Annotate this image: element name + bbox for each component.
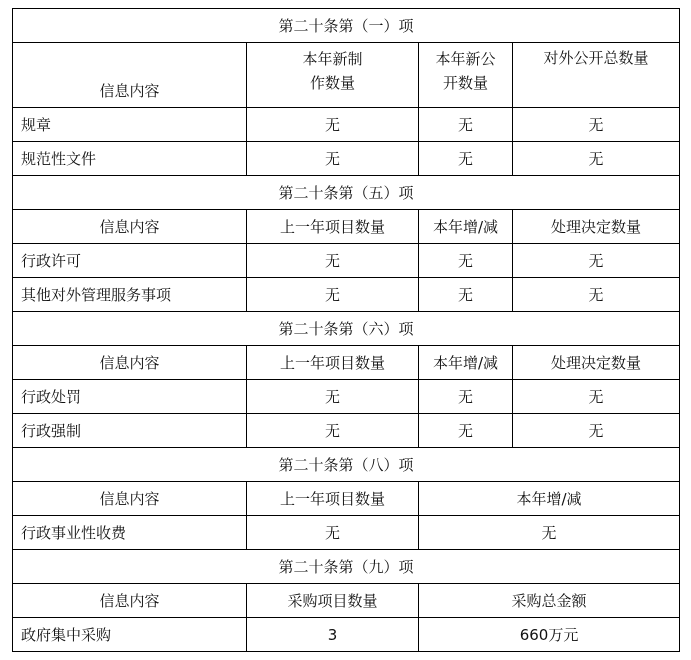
table-row <box>13 278 680 312</box>
header-cell: 采购总金额 <box>419 584 680 618</box>
cell-value: 无 <box>419 244 513 278</box>
section-title: 第二十条第（八）项 <box>13 448 680 482</box>
header-cell: 本年增/减 <box>419 482 680 516</box>
cell-value: 3 <box>247 618 419 652</box>
header-row <box>13 584 680 618</box>
section-title-row <box>13 448 680 482</box>
cell-value: 无 <box>419 108 513 142</box>
cell-value: 无 <box>419 516 680 550</box>
table-row <box>13 142 680 176</box>
cell-value: 无 <box>419 142 513 176</box>
cell-value: 无 <box>247 516 419 550</box>
cell-value: 无 <box>513 380 680 414</box>
cell-value: 无 <box>419 414 513 448</box>
row-label: 行政事业性收费 <box>13 516 247 550</box>
section-title: 第二十条第（一）项 <box>13 9 680 43</box>
cell-value: 无 <box>513 414 680 448</box>
header-cell: 上一年项目数量 <box>247 210 419 244</box>
header-cell: 本年新制作数量 <box>247 43 419 108</box>
row-label: 政府集中采购 <box>13 618 247 652</box>
table-row <box>13 380 680 414</box>
cell-value: 无 <box>513 142 680 176</box>
table-row <box>13 108 680 142</box>
cell-value: 无 <box>513 244 680 278</box>
header-cell: 信息内容 <box>13 482 247 516</box>
section-title: 第二十条第（九）项 <box>13 550 680 584</box>
section-title-row <box>13 9 680 43</box>
section-title-row <box>13 312 680 346</box>
cell-value: 无 <box>247 108 419 142</box>
header-cell: 本年新公开数量 <box>419 43 513 108</box>
cell-value: 无 <box>247 142 419 176</box>
cell-value: 无 <box>419 380 513 414</box>
section-title: 第二十条第（五）项 <box>13 176 680 210</box>
table-row <box>13 244 680 278</box>
disclosure-table <box>12 8 680 652</box>
header-row <box>13 210 680 244</box>
row-label: 规范性文件 <box>13 142 247 176</box>
cell-value: 660万元 <box>419 618 680 652</box>
section-title-row <box>13 176 680 210</box>
section-title-row <box>13 550 680 584</box>
header-cell: 对外公开总数量 <box>513 43 680 108</box>
header-cell: 信息内容 <box>13 346 247 380</box>
cell-value: 无 <box>247 278 419 312</box>
header-row <box>13 346 680 380</box>
header-cell: 上一年项目数量 <box>247 346 419 380</box>
cell-value: 无 <box>247 380 419 414</box>
cell-value: 无 <box>513 278 680 312</box>
row-label: 规章 <box>13 108 247 142</box>
header-row <box>13 482 680 516</box>
table-row <box>13 618 680 652</box>
header-cell: 处理决定数量 <box>513 346 680 380</box>
cell-value: 无 <box>513 108 680 142</box>
cell-value: 无 <box>247 414 419 448</box>
cell-value: 无 <box>247 244 419 278</box>
disclosure-table-container <box>12 8 679 652</box>
row-label: 行政强制 <box>13 414 247 448</box>
header-cell: 信息内容 <box>13 43 247 108</box>
header-cell: 处理决定数量 <box>513 210 680 244</box>
header-cell: 信息内容 <box>13 584 247 618</box>
header-cell: 本年增/减 <box>419 346 513 380</box>
header-cell: 采购项目数量 <box>247 584 419 618</box>
row-label: 行政处罚 <box>13 380 247 414</box>
row-label: 行政许可 <box>13 244 247 278</box>
header-cell: 上一年项目数量 <box>247 482 419 516</box>
header-row <box>13 43 680 108</box>
cell-value: 无 <box>419 278 513 312</box>
row-label: 其他对外管理服务事项 <box>13 278 247 312</box>
section-title: 第二十条第（六）项 <box>13 312 680 346</box>
header-cell: 信息内容 <box>13 210 247 244</box>
header-cell: 本年增/减 <box>419 210 513 244</box>
table-row <box>13 414 680 448</box>
table-row <box>13 516 680 550</box>
